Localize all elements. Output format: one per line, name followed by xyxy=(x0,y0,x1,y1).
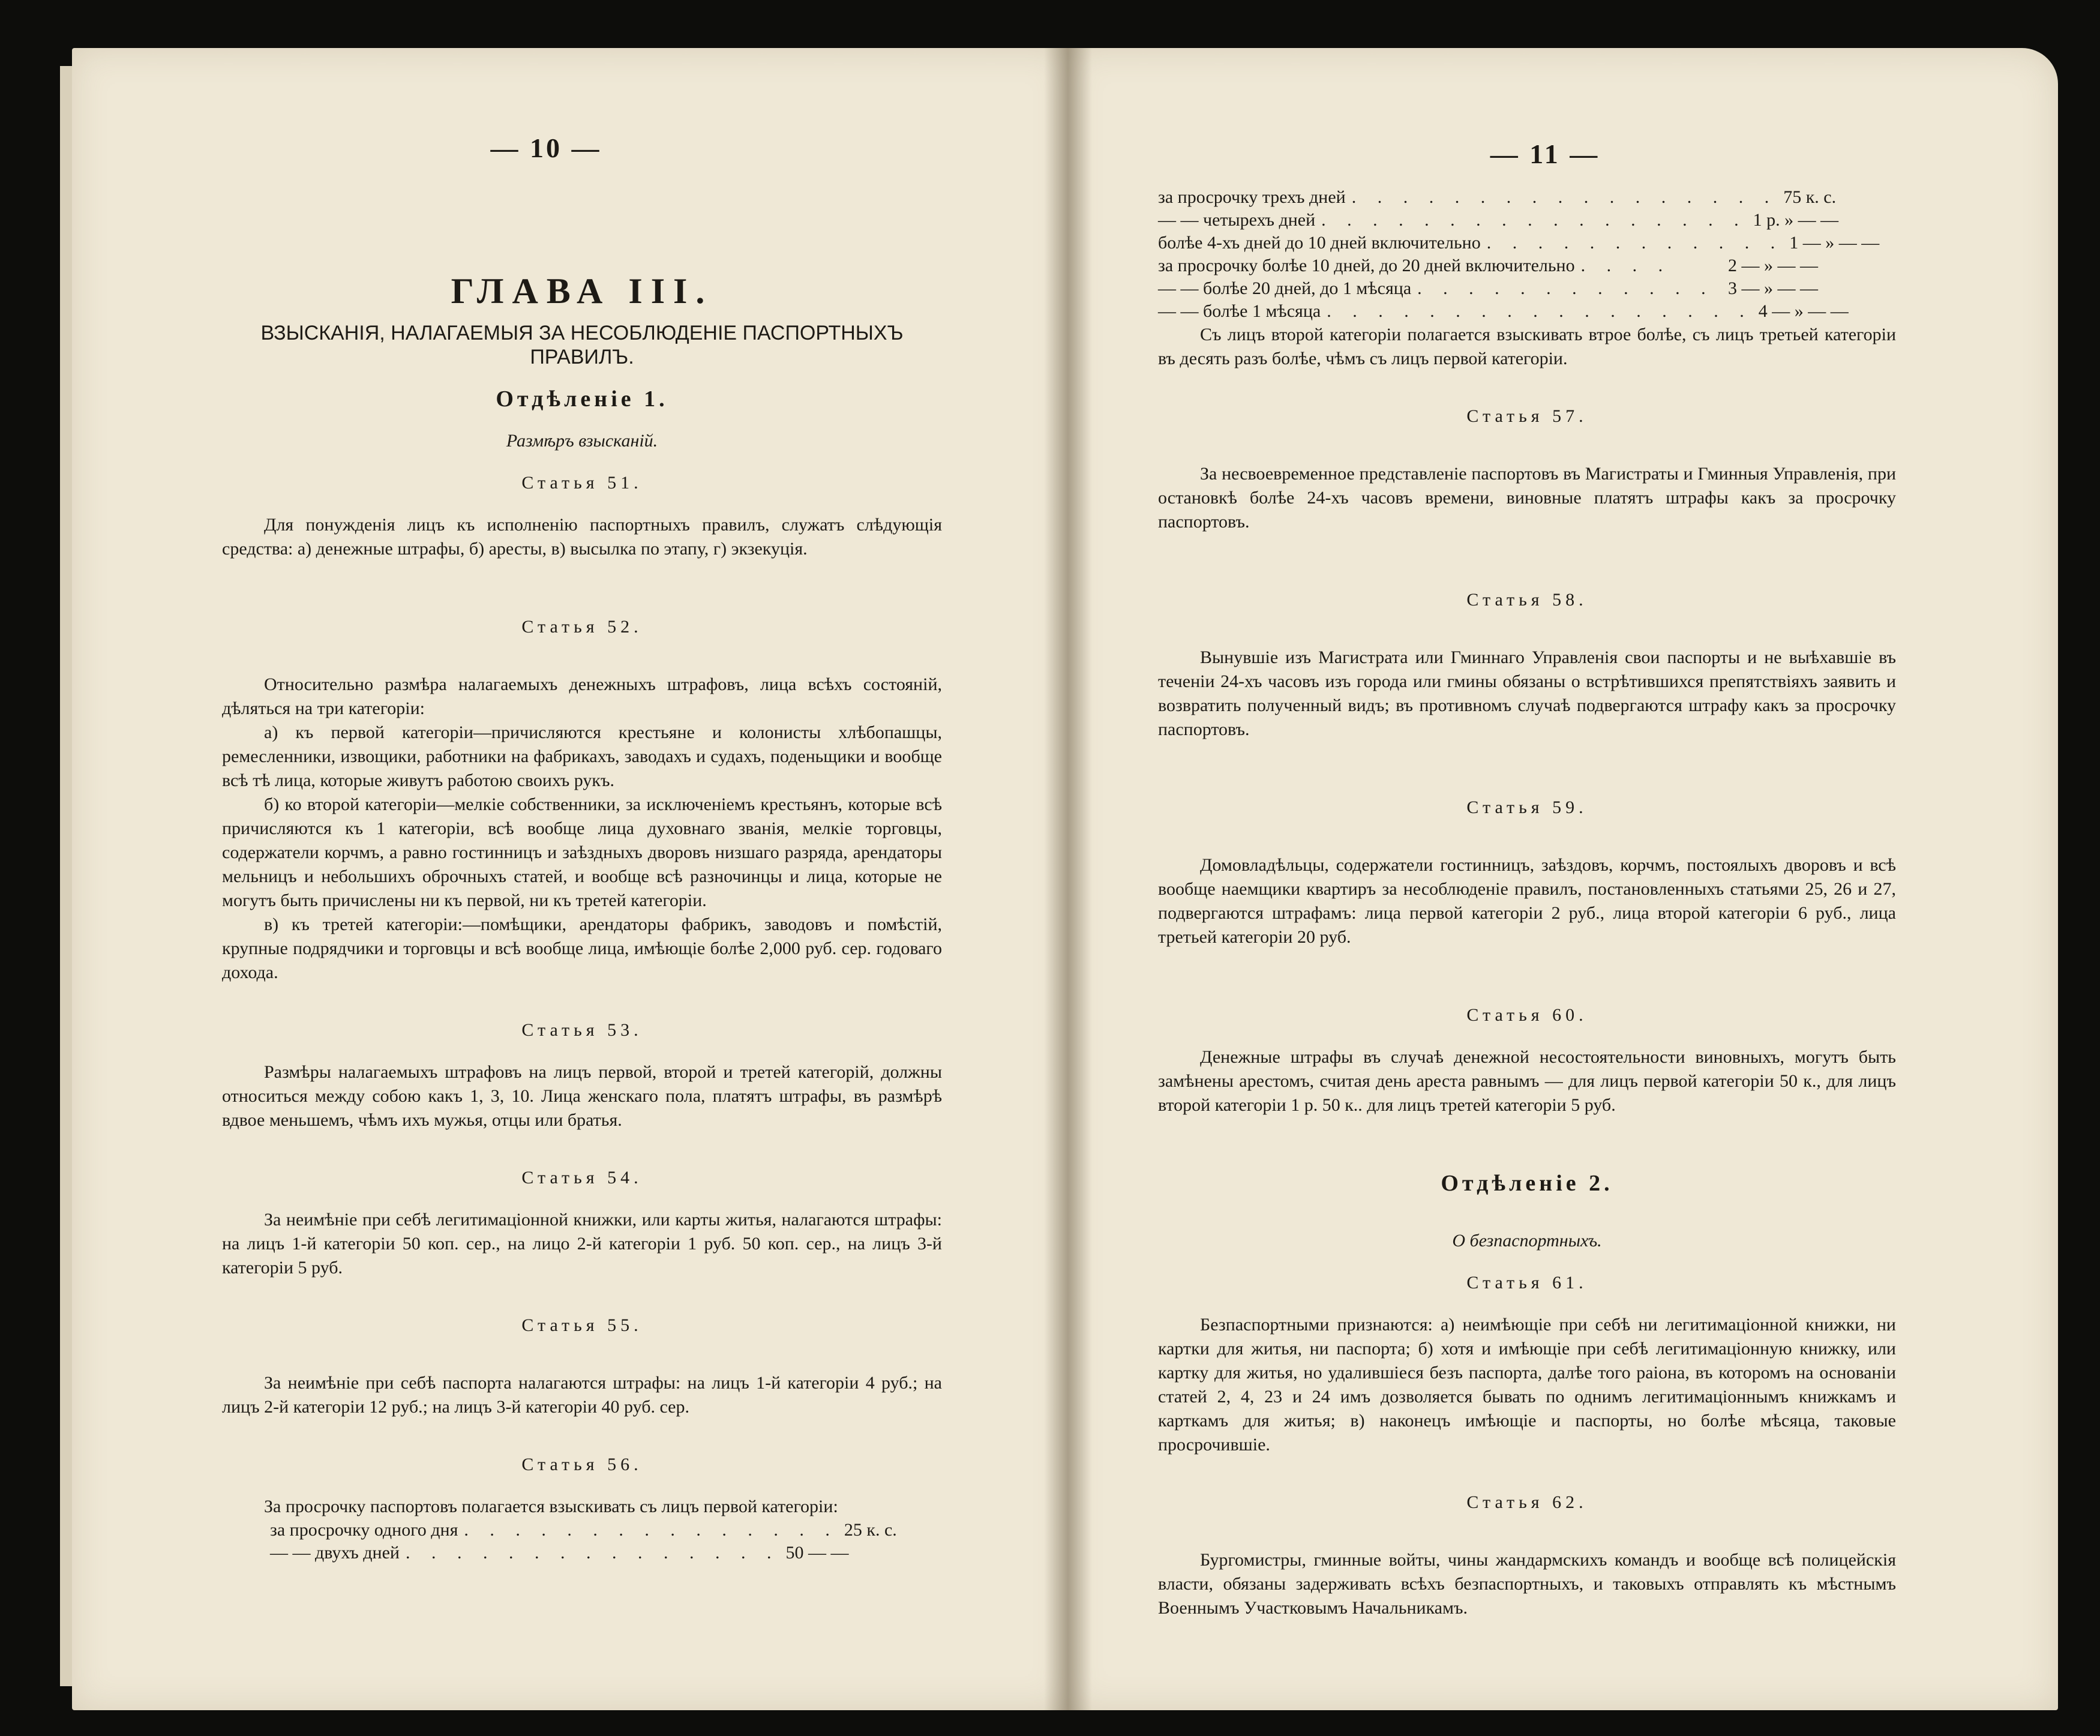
article-heading: Статья 53. xyxy=(521,1020,643,1040)
article-heading: Статья 61. xyxy=(1466,1273,1588,1293)
fee-row xyxy=(270,1519,897,1542)
fee-row xyxy=(1158,300,1849,323)
leader-dots: . . . . . . . . . . . . xyxy=(1486,233,1784,253)
article-text: За несвоевременное представленіе паспортовъ въ Магистраты и Гминныя Управленія, при остановкѣ болѣе 24-хъ часовъ времени, виновные платятъ штрафы какъ за просрочку паспортовъ. xyxy=(1158,464,1896,532)
fee-label: — — болѣе 20 дней, до 1 мѣсяца xyxy=(1158,278,1412,298)
fee-row xyxy=(1158,254,1818,277)
section-title: Отдѣленіе 1. xyxy=(496,386,668,412)
article-text: За просрочку паспортовъ полагается взыскивать съ лицъ первой категоріи: xyxy=(264,1497,838,1516)
fee-value: 2 — » — — xyxy=(1728,256,1818,275)
fee-row xyxy=(1158,232,1880,254)
article-heading: Статья 55. xyxy=(521,1315,643,1335)
chapter-title: ГЛАВА III. xyxy=(451,271,713,311)
fee-table xyxy=(270,1519,897,1564)
fee-label: за просрочку одного дня xyxy=(270,1520,458,1540)
fee-label: — — двухъ дней xyxy=(270,1543,400,1563)
article-text: Денежные штрафы въ случаѣ денежной несостоятельности виновныхъ, могутъ быть замѣнены арестомъ, считая день ареста равнымъ — для лицъ первой категоріи 50 к., для лицъ второй категоріи 1 р. 50 к.. для лицъ третей категоріи 5 руб. xyxy=(1158,1047,1896,1115)
fee-table xyxy=(1158,186,1880,323)
article-text: Относительно размѣра налагаемыхъ денежныхъ штрафовъ, лица всѣхъ состояній, дѣляться на три категоріи: xyxy=(222,674,942,718)
leader-dots: . . . . xyxy=(1580,256,1672,275)
article-text: а) къ первой категоріи—причисляются крестьяне и колонисты хлѣбопашцы, ремесленники, извощики, работники на фабрикахъ, заводахъ и судахъ, поденьщики и вообще всѣ тѣ лица, которые живутъ работою своихъ рукъ. xyxy=(222,722,942,790)
left-page xyxy=(72,48,1068,1710)
article-heading: Статья 62. xyxy=(1466,1492,1588,1512)
fee-value: 25 к. с. xyxy=(844,1520,897,1540)
fee-label: за просрочку трехъ дней xyxy=(1158,187,1346,207)
fee-label: болѣе 4-хъ дней до 10 дней включительно xyxy=(1158,233,1481,253)
article-text: За неимѣніе при себѣ паспорта налагаются штрафы: на лицъ 1-й категоріи 4 руб.; на лицъ 2-й категоріи 12 руб.; на лицъ 3-й категоріи 40 руб. сер. xyxy=(222,1373,942,1417)
leader-dots: . . . . . . . . . . . . . . . xyxy=(464,1520,838,1540)
fee-row xyxy=(270,1542,849,1564)
article-text: Бургомистры, гминные войты, чины жандармскихъ командъ и вообще всѣ полицейскія власти, обязаны задерживать всѣхъ безпаспортныхъ, и таковыхъ отправлять къ мѣстнымъ Военнымъ Участковымъ Начальникамъ. xyxy=(1158,1550,1896,1618)
article-text: Вынувшіе изъ Магистрата или Гминнаго Управленія свои паспорты и не выѣхавшіе въ теченіи 24-хъ часовъ изъ города или гмины обязаны о встрѣтившихся препятствіяхъ заявить и возвратить полученный видъ; въ противномъ случаѣ подвергаются штрафу какъ за просрочку паспортовъ. xyxy=(1158,647,1896,739)
fee-row xyxy=(1158,277,1818,300)
fee-value: 50 — — xyxy=(785,1543,849,1563)
right-page xyxy=(1068,48,2058,1710)
fee-label: — — болѣе 1 мѣсяца xyxy=(1158,301,1321,321)
leader-dots: . . . . . . . . . . . . . . . . . xyxy=(1321,210,1747,230)
section-subtitle: Размѣръ взысканій. xyxy=(506,431,658,451)
page-number: — 11 — xyxy=(1490,139,1600,169)
fee-value: 1 — » — — xyxy=(1789,233,1880,253)
fee-value: 1 р. » — — xyxy=(1753,210,1839,230)
article-heading: Статья 59. xyxy=(1466,797,1588,817)
article-text: Размѣры налагаемыхъ штрафовъ на лицъ первой, второй и третей категорій, должны относиться между собою какъ 1, 3, 10. Лица женскаго пола, платятъ штрафы, въ размѣрѣ вдвое меньшемъ, чѣмъ ихъ мужья, отцы или братья. xyxy=(222,1062,942,1130)
article-heading: Статья 54. xyxy=(521,1168,643,1188)
article-heading: Статья 57. xyxy=(1466,406,1588,426)
chapter-subtitle: ВЗЫСКАНІЯ, НАЛАГАЕМЫЯ ЗА НЕСОБЛЮДЕНІЕ ПАСПОРТНЫХЪ ПРАВИЛЪ. xyxy=(260,322,904,368)
fee-row xyxy=(1158,186,1837,209)
leader-dots: . . . . . . . . . . . . . . . xyxy=(405,1543,780,1563)
article-text: Домовладѣльцы, содержатели гостинницъ, заѣздовъ, корчмъ, постоялыхъ дворовъ и всѣ вообще наемщики квартиръ за несоблюденіе правилъ, постановленныхъ статьями 25, 26 и 27, подвергаются штрафамъ: лица первой категоріи 2 руб., лица второй категоріи 6 руб., лица третьей категоріи 20 руб. xyxy=(1158,855,1896,947)
article-text: в) къ третей категоріи:—помѣщики, арендаторы фабрикъ, заводовъ и помѣстій, крупные подрядчики и торговцы и всѣ вообще лица, имѣющіе болѣе 2,000 руб. сер. годоваго дохода. xyxy=(222,915,942,982)
article-heading: Статья 52. xyxy=(521,617,643,637)
article-heading: Статья 60. xyxy=(1466,1005,1588,1025)
fee-row xyxy=(1158,209,1839,232)
leader-dots: . . . . . . . . . . . . . . . . . xyxy=(1327,301,1753,321)
article-heading: Статья 58. xyxy=(1466,590,1588,610)
fee-label: — — четырехъ дней xyxy=(1158,210,1316,230)
article-heading: Статья 56. xyxy=(521,1455,643,1474)
section-title: Отдѣленіе 2. xyxy=(1441,1171,1613,1196)
article-text: Для понужденія лицъ къ исполненію паспортныхъ правилъ, служатъ слѣдующія средства: а) денежные штрафы, б) аресты, в) высылка по этапу, г) экзекуція. xyxy=(222,515,942,559)
article-text: Безпаспортными признаются: а) неимѣющіе при себѣ ни легитимаціонной книжки, ни картки для житья, ни паспорта; б) хотя и имѣющіе при себѣ легитимаціонную книжку, или картку для житья, но удалившіеся безъ паспорта, далѣе того раіона, въ которомъ на основаніи статей 2, 4, 23 и 24 имъ дозволяется бывать по однимъ легитимаціоннымъ книжкамъ и карткамъ для житья; в) наконецъ имѣющіе и паспорты, но болѣе мѣсяца, таковые просрочившіе. xyxy=(1158,1315,1896,1455)
fee-label: за просрочку болѣе 10 дней, до 20 дней включительно xyxy=(1158,256,1575,275)
article-text: б) ко второй категоріи—мелкіе собственники, за исключеніемъ крестьянъ, которые всѣ причисляются къ 1 категоріи, всѣ вообще лица духовнаго званія, мелкіе торговцы, содержатели корчмъ, а равно гостинницъ и заѣздныхъ дворовъ низшаго разряда, арендаторы мельницъ и небольшихъ оброчныхъ статей, и вообще всѣ разночинцы и лица, которые не могутъ быть причислены ни къ первой, ни къ третей категоріи. xyxy=(222,794,942,910)
page-number: — 10 — xyxy=(490,133,602,163)
left-page-body xyxy=(222,271,942,1564)
section-subtitle: О безпаспортныхъ. xyxy=(1452,1231,1602,1251)
fee-value: 75 к. с. xyxy=(1783,187,1837,207)
fee-value: 3 — » — — xyxy=(1728,278,1818,298)
fee-note: Съ лицъ второй категоріи полагается взыскивать втрое болѣе, съ лицъ третьей категоріи въ десять разъ болѣе, чѣмъ съ лицъ первой категоріи. xyxy=(1158,325,1896,368)
article-heading: Статья 51. xyxy=(521,473,643,493)
leader-dots: . . . . . . . . . . . . xyxy=(1417,278,1714,298)
book-gutter xyxy=(1044,48,1092,1710)
right-page-body xyxy=(1158,186,1896,1620)
article-text: За неимѣніе при себѣ легитимаціонной книжки, или карты житья, налагаются штрафы: на лицъ 1-й категоріи 50 коп. сер., на лицо 2-й категоріи 1 руб. 50 коп. сер., на лицъ 3-й категоріи 5 руб. xyxy=(222,1210,942,1278)
leader-dots: . . . . . . . . . . . . . . . . . xyxy=(1351,187,1778,207)
fee-value: 4 — » — — xyxy=(1758,301,1849,321)
